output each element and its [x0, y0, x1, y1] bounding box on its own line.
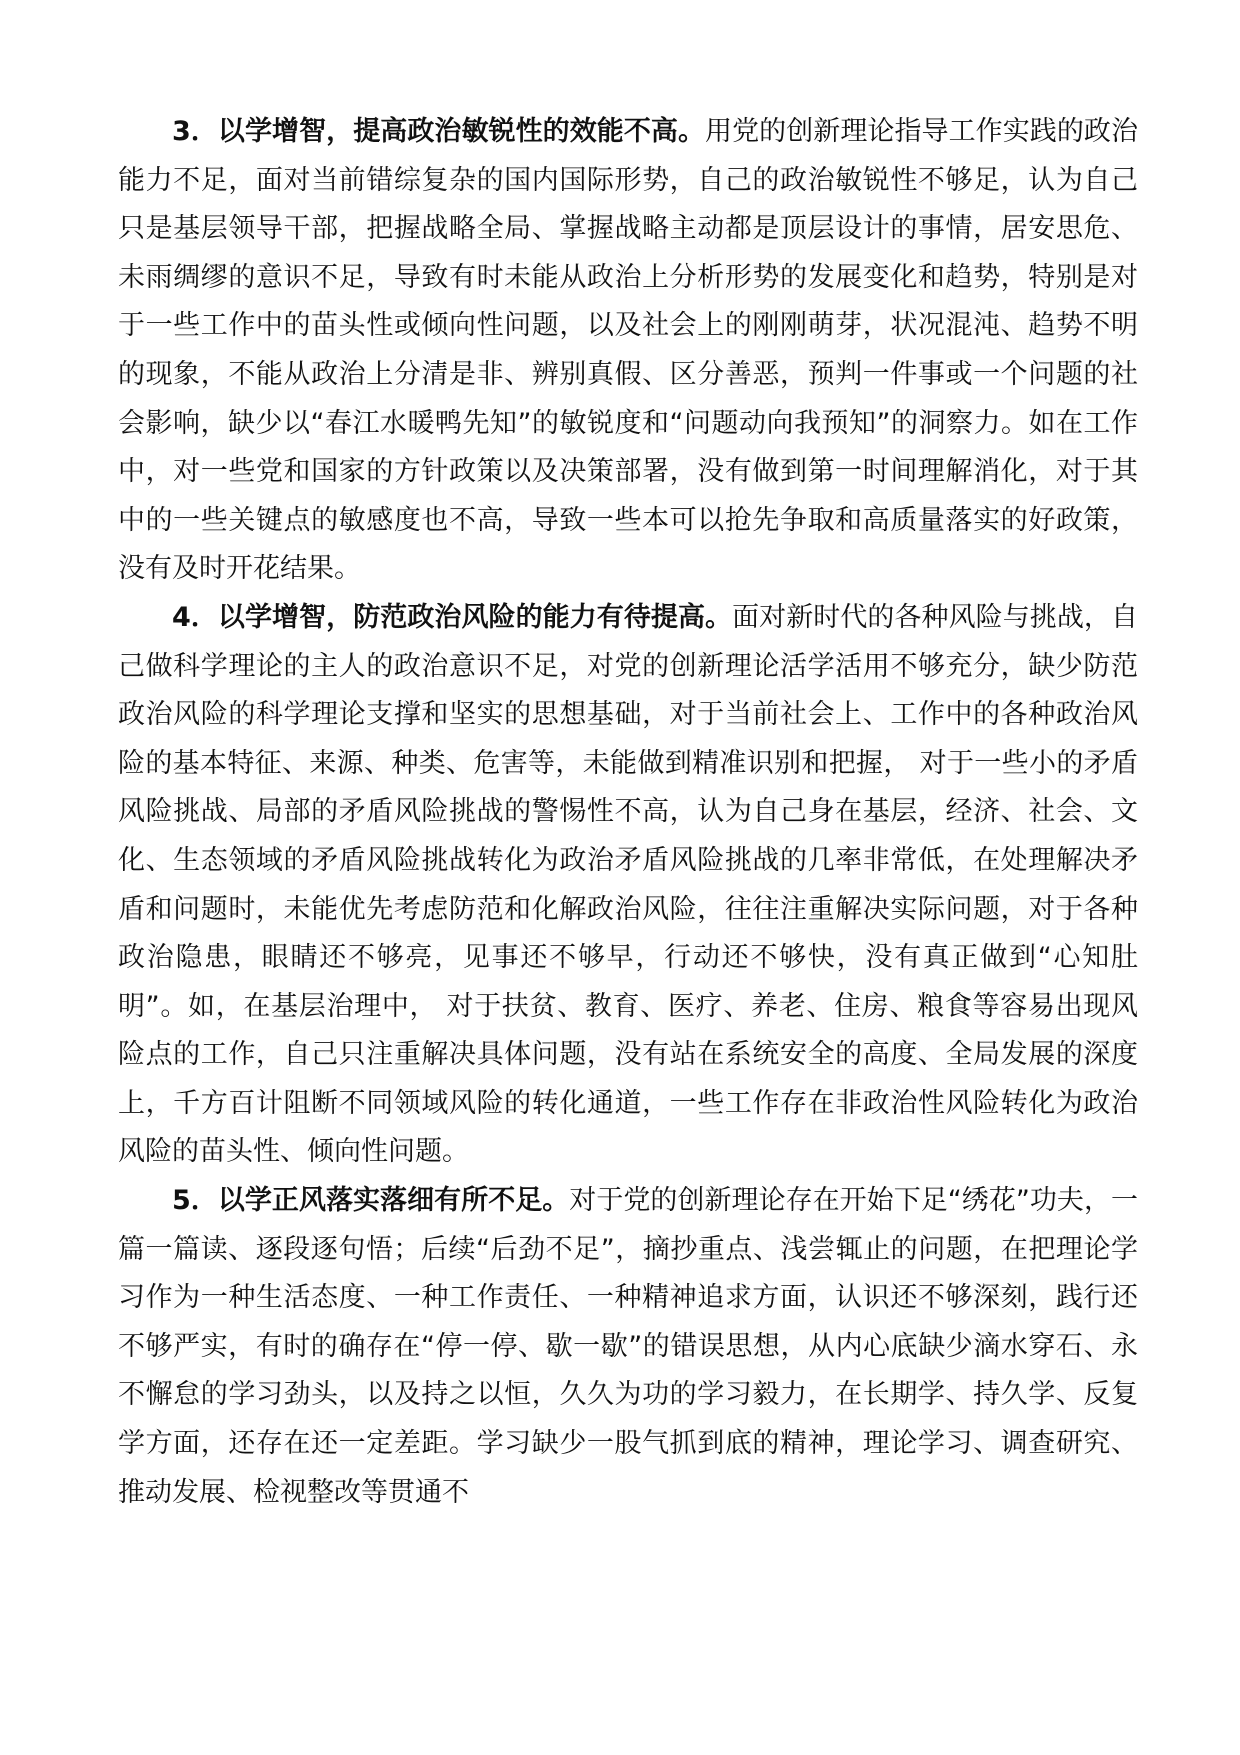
paragraph-3-heading: 3．以学增智，提高政治敏锐性的效能不高。	[172, 116, 706, 147]
paragraph-3-body: 用党的创新理论指导工作实践的政治能力不足，面对当前错综复杂的国内国际形势，自己的政治敏锐性不够足，认为自己只是基层领导干部，把握战略全局、掌握战略主动都是顶层设计的事情，居安思危、未雨绸缪的意识不足，导致有时未能从政治上分析形势的发展变化和趋势，特别是对于一些工作中的苗头性或倾向性问题，以及社会上的刚刚萌芽，状况混沌、趋势不明的现象，不能从政治上分清是非、辨别真假、区分善恶，预判一件事或一个问题的社会影响，缺少以“春江水暖鸭先知”的敏锐度和“问题动向我预知”的洞察力。如在工作中，对一些党和国家的方针政策以及决策部署，没有做到第一时间理解消化，对于其中的一些关键点的敏感度也不高，导致一些本可以抢先争取和高质量落实的好政策，没有及时开花结果。	[118, 116, 1138, 585]
paragraph-4	[118, 594, 1138, 1177]
paragraph-4-heading: 4．以学增智，防范政治风险的能力有待提高。	[172, 601, 733, 633]
paragraph-5-body: 对于党的创新理论存在开始下足“绣花”功夫，一篇一篇读、逐段逐句悟；后续“后劲不足”，摘抄重点、浅尝辄止的问题，在把理论学习作为一种生活态度、一种工作责任、一种精神追求方面，认识还不够深刻，践行还不够严实，有时的确存在“停一停、歇一歇”的错误思想，从内心底缺少滴水穿石、永不懈怠的学习劲头，以及持之以恒，久久为功的学习毅力，在长期学、持久学、反复学方面，还存在还一定差距。学习缺少一股气抓到底的精神，理论学习、调查研究、推动发展、检视整改等贯通不	[118, 1185, 1138, 1508]
paragraph-3	[118, 108, 1138, 594]
paragraph-5-heading: 5．以学正风落实落细有所不足。	[172, 1185, 570, 1217]
paragraph-5	[118, 1177, 1138, 1517]
paragraph-4-body: 面对新时代的各种风险与挑战，自己做科学理论的主人的政治意识不足，对党的创新理论活学活用不够充分，缺少防范政治风险的科学理论支撑和坚实的思想基础，对于当前社会上、工作中的各种政治风险的基本特征、来源、种类、危害等，未能做到精准识别和把握， 对于一些小的矛盾风险挑战、局部的矛盾风险挑战的警惕性不高，认为自己身在基层，经济、社会、文化、生态领域的矛盾风险挑战转化为政治矛盾风险挑战的几率非常低，在处理解决矛盾和问题时，未能优先考虑防范和化解政治风险，往往注重解决实际问题，对于各种政治隐患，眼睛还不够亮，见事还不够早，行动还不够快，没有真正做到“心知肚明”。如，在基层治理中， 对于扶贫、教育、医疗、养老、住房、粮食等容易出现风险点的工作，自己只注重解决具体问题，没有站在系统安全的高度、全局发展的深度上，千方百计阻断不同领域风险的转化通道，一些工作存在非政治性风险转化为政治风险的苗头性、倾向性问题。	[118, 601, 1138, 1168]
document-page	[118, 108, 1138, 1517]
